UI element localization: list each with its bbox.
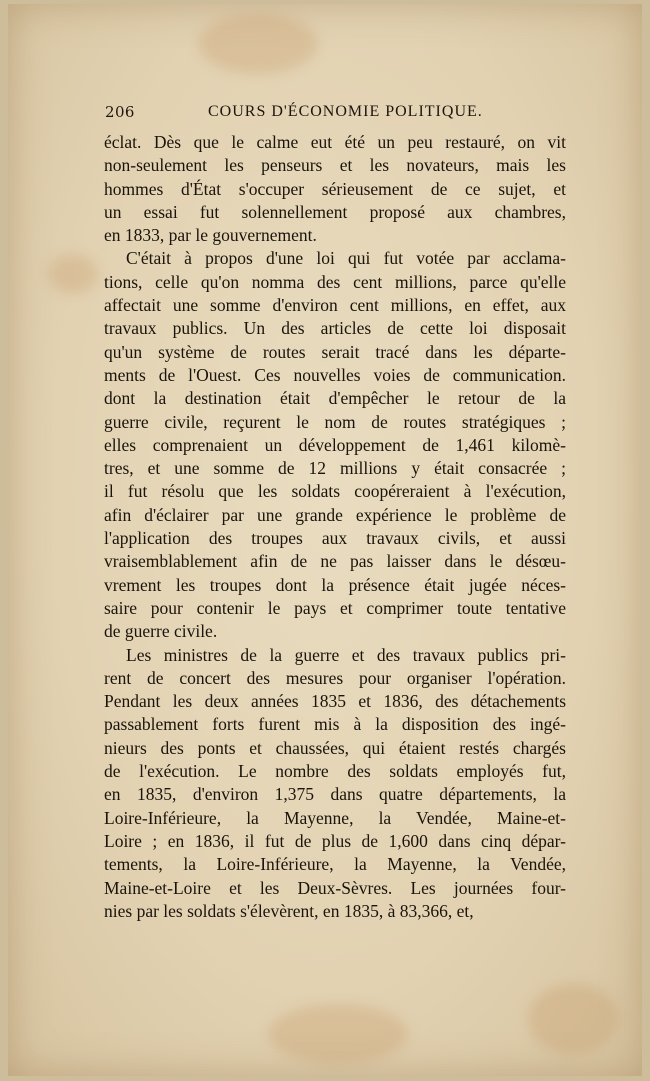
paper-stain: [48, 254, 98, 294]
text-line: de l'exécution. Le nombre des soldats employés fut,: [104, 761, 566, 782]
body-text: [104, 131, 566, 923]
text-line: de guerre civile.: [104, 621, 218, 642]
paper-stain: [268, 1004, 408, 1064]
text-line: éclat. Dès que le calme eut été un peu restauré, on vit: [104, 132, 566, 152]
text-line: Loire ; en 1836, il fut de plus de 1,600 dans cinq dépar-: [104, 830, 566, 851]
text-line: tions, celle qu'on nomma des cent millions, parce qu'elle: [104, 271, 566, 292]
text-line: qu'un système de routes serait tracé dans les départe-: [104, 341, 566, 362]
text-line: guerre civile, reçurent le nom de routes stratégiques ;: [104, 411, 566, 432]
paragraph: [104, 131, 566, 247]
text-line: non-seulement les penseurs et les novateurs, mais les: [104, 155, 566, 176]
text-line: vraisemblablement afin de ne pas laisser dans le désœu-: [104, 551, 566, 572]
text-line: dont la destination était d'empêcher le retour de la: [104, 388, 566, 409]
text-line: l'application des troupes aux travaux civils, et aussi: [104, 528, 566, 549]
text-line: nies par les soldats s'élevèrent, en 1835, à 83,366, et,: [104, 900, 474, 921]
text-line: travaux publics. Un des articles de cette loi disposait: [104, 318, 566, 339]
paragraph: [104, 644, 566, 924]
text-line: nieurs des ponts et chaussées, qui étaient restés chargés: [104, 737, 566, 758]
text-line: Loire-Inférieure, la Mayenne, la Vendée, Maine-et-: [104, 807, 566, 828]
page-header: [105, 103, 567, 125]
text-line: C'était à propos d'une loi qui fut votée par acclama-: [126, 248, 566, 269]
text-line: un essai fut solennellement proposé aux chambres,: [104, 201, 566, 222]
text-line: passablement forts furent mis à la disposition des ingé-: [104, 714, 566, 735]
text-line: affectait une somme d'environ cent millions, en effet, aux: [104, 295, 566, 316]
text-line: afin d'éclairer par une grande expérience le problème de: [104, 504, 566, 525]
text-line: il fut résolu que les soldats coopéreraient à l'exécution,: [104, 481, 566, 502]
paper-stain: [528, 984, 618, 1054]
text-line: tements, la Loire-Inférieure, la Mayenne, la Vendée,: [104, 854, 566, 875]
text-line: tres, et une somme de 12 millions y était consacrée ;: [104, 458, 566, 479]
paragraph: [104, 247, 566, 643]
text-line: rent de concert des mesures pour organiser l'opération.: [104, 667, 566, 688]
paper-stain: [198, 14, 318, 74]
page-number: 206: [105, 103, 135, 121]
text-line: en 1833, par le gouvernement.: [104, 225, 317, 246]
text-line: Les ministres de la guerre et des travaux publics pri-: [126, 644, 566, 665]
text-line: Maine-et-Loire et les Deux-Sèvres. Les journées four-: [104, 877, 566, 898]
text-line: en 1835, d'environ 1,375 dans quatre départements, la: [104, 784, 566, 805]
text-line: saire pour contenir le pays et comprimer toute tentative: [104, 597, 566, 618]
text-line: Pendant les deux années 1835 et 1836, des détachements: [104, 691, 566, 712]
text-line: vrement les troupes dont la présence était jugée néces-: [104, 574, 566, 595]
text-line: ments de l'Ouest. Ces nouvelles voies de communication.: [104, 364, 566, 385]
text-line: hommes d'État s'occuper sérieusement de ce sujet, et: [104, 178, 566, 199]
running-title: COURS D'ÉCONOMIE POLITIQUE.: [208, 103, 483, 120]
text-line: elles comprenaient un développement de 1,461 kilomè-: [104, 434, 566, 455]
